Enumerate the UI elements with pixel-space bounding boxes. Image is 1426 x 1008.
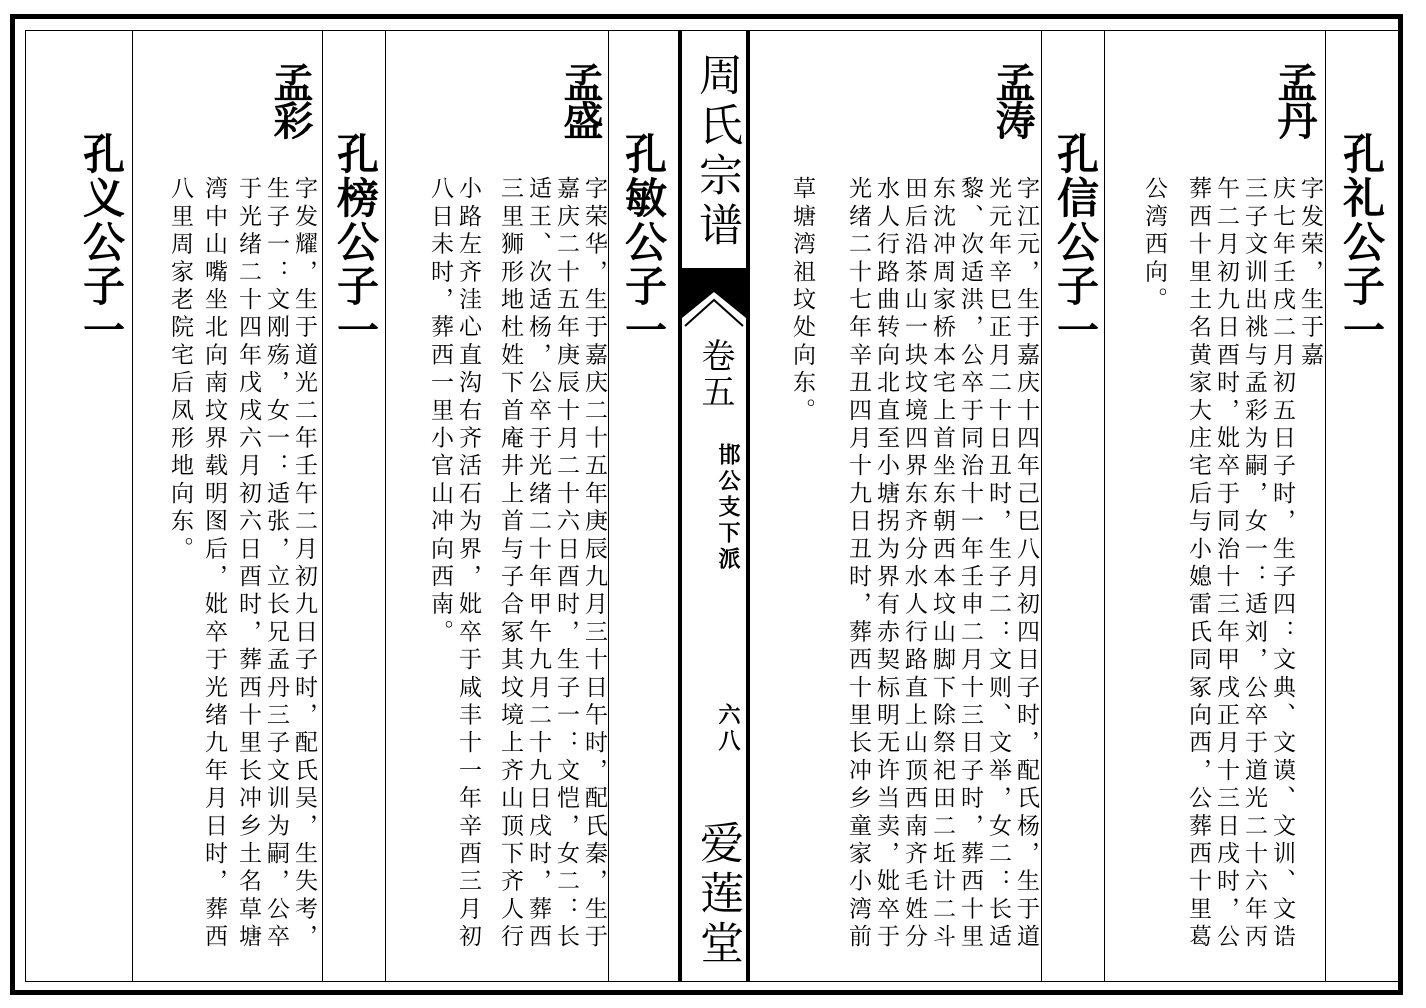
text-line: 黎、次适洪，公卒于同治十一年壬申二月十三日子时，葬西十里 — [957, 176, 983, 952]
section-heading: 孔榜公子一 — [331, 132, 380, 352]
text-line: 公湾西向。 — [1141, 176, 1167, 315]
column-rule — [322, 30, 323, 982]
section-heading: 孔敏公子一 — [619, 132, 668, 352]
spine-right-rule — [746, 30, 750, 982]
person-name: 孟涛 — [989, 62, 1036, 138]
column-rule — [1041, 30, 1042, 982]
text-line: 于光绪二十四年戊戌六月初六日酉时，葬西十里长冲乡土名草塘 — [235, 176, 261, 952]
spine-page-number: 六八 — [715, 703, 741, 755]
text-line: 适王、次适杨，公卒于光绪二十年甲午九月二十九日戌时，葬西 — [525, 176, 551, 952]
section-heading: 孔义公子一 — [77, 132, 126, 352]
column-rule — [385, 30, 386, 982]
person-name: 孟盛 — [557, 62, 604, 138]
text-line: 田后沿茶山一块坟境四界东齐分水人行路直上山顶西南齐毛姓分 — [901, 176, 927, 952]
spine-title: 周氏宗谱 — [691, 52, 742, 252]
text-line: 字江元，生于嘉庆十四年己巳八月初四日子时，配氏杨，生于道 — [1013, 176, 1039, 952]
text-line: 字发耀，生于道光二年壬午二月初九日子时，配氏吴，生失考， — [291, 176, 317, 952]
person-name: 孟彩 — [267, 62, 314, 138]
text-line: 葬西十里土名黄家大庄宅后与小媳雷氏同冢向西，公葬西十里葛 — [1185, 176, 1211, 952]
person-name: 孟丹 — [1271, 62, 1318, 138]
text-line: 光绪二十七年辛丑四月十九日丑时，葬西十里长冲乡童家小湾前 — [845, 176, 871, 952]
text-line: 湾中山嘴坐北向南坟界载明图后，妣卒于光绪九年月日时，葬西 — [201, 176, 227, 952]
text-line: 小路左齐洼心直沟右齐活石为界，妣卒于咸丰十一年辛酉三月初 — [455, 176, 481, 952]
spine-branch: 邯公支下派 — [715, 443, 741, 573]
text-line: 草塘湾祖坟处向东。 — [789, 176, 815, 426]
text-line: 三里狮形地杜姓下首庵井上首与子合冢其坟境上齐山顶下齐人行 — [497, 176, 523, 952]
column-rule — [1325, 30, 1326, 982]
text-line: 光元年辛巳正月二十日丑时，生子二：文则、文举，女二：长适 — [985, 176, 1011, 952]
section-heading: 孔信公子一 — [1051, 132, 1100, 352]
column-rule — [132, 30, 133, 982]
spine-hall-name: 爱莲堂 — [692, 820, 743, 970]
text-line: 东沈冲周家桥本宅上首坐东朝西本坟山脚下除祭祀田二坵计二斗 — [929, 176, 955, 952]
section-heading: 孔礼公子一 — [1337, 132, 1386, 352]
text-line: 午二月初九日酉时，妣卒于同治十三年甲戌正月十三日戌时，公 — [1213, 176, 1239, 952]
text-line: 字荣华，生于嘉庆二十五年庚辰九月三十日午时，配氏秦，生于 — [581, 176, 607, 952]
text-line: 庆七年壬戌二月初五日子时，生子四：文典、文谟、文训、文诰 — [1269, 176, 1295, 952]
text-line: 嘉庆二十五年庚辰十月二十六日酉时，生子一：文恺，女二：长 — [553, 176, 579, 952]
spine-left-rule — [678, 30, 682, 982]
text-line: 生子一：文刚殇，女一：适张，立长兄孟丹三子文训为嗣，公卒 — [263, 176, 289, 952]
text-line: 三子文训出祧与孟彩为嗣，女一：适刘，公卒于道光二十六年丙 — [1241, 176, 1267, 952]
text-line: 水人行路曲转向北直至小塘拐为界有赤契标明无许当卖，妣卒于 — [873, 176, 899, 952]
column-rule — [608, 30, 609, 982]
spine-volume: 卷五 — [695, 338, 735, 410]
column-rule — [1104, 30, 1105, 982]
text-line: 字发荣，生于嘉 — [1297, 176, 1323, 370]
text-line: 八里周家老院宅后凤形地向东。 — [167, 176, 193, 564]
text-line: 八日未时，葬西一里小官山冲向西南。 — [427, 176, 453, 647]
